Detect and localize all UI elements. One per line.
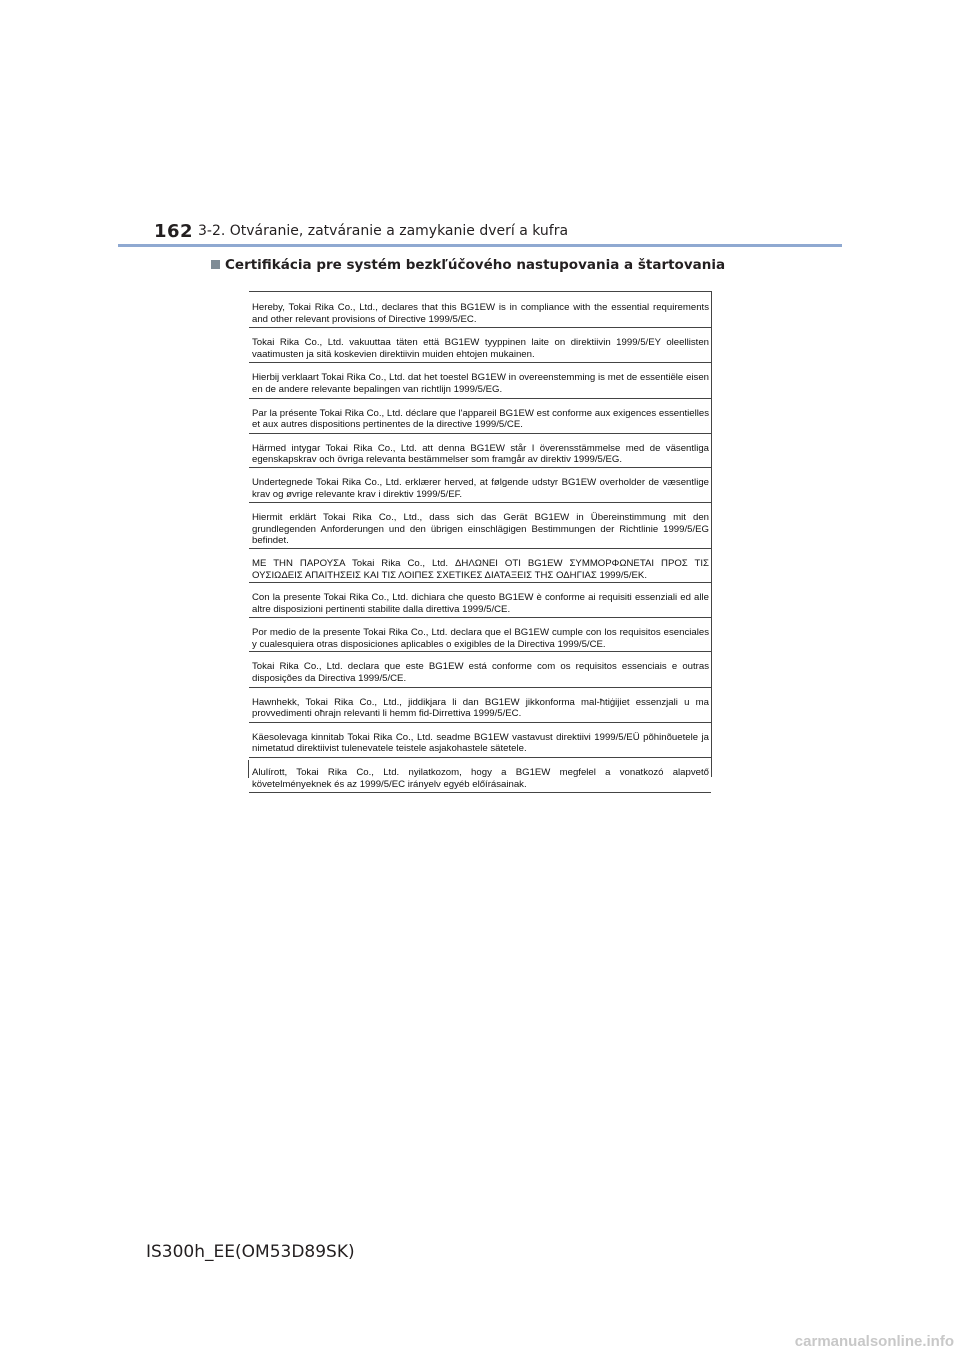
table-row: Hiermit erklärt Tokai Rika Co., Ltd., dass sich das Gerät BG1EW in Übereinstimmung mit den grundlegenden Anforderungen und den übrigen einschlägigen Bestimmungen der Richtlinie 1999/5/EG befindet.: [249, 503, 711, 549]
section-heading: [211, 257, 725, 273]
table-row: Käesolevaga kinnitab Tokai Rika Co., Ltd. seadme BG1EW vastavust direktiivi 1999/5/EÜ põhinõuetele ja nimetatud direktiivist tulenevatele teistele asjakohastele sätetele.: [249, 723, 711, 758]
table-row: ΜΕ ΤΗΝ ΠΑΡΟΥΣΑ Tokai Rika Co., Ltd. ΔΗΛΩΝΕΙ ΟΤΙ BG1EW ΣΥΜΜΟΡΦΩΝΕΤΑΙ ΠΡΟΣ ΤΙΣ ΟΥΣΙΩΔΕΙΣ ΑΠΑΙΤΗΣΕΙΣ ΚΑΙ ΤΙΣ ΛΟΙΠΕΣ ΣΧΕΤΙΚΕΣ ΔΙΑΤΑΞΕΙΣ ΤΗΣ ΟΔΗΓΙΑΣ 1999/5/ΕΚ.: [249, 549, 711, 583]
certification-table: [249, 291, 711, 793]
table-row: Hawnhekk, Tokai Rika Co., Ltd., jiddikjara li dan BG1EW jikkonforma mal-ħtiġijiet essenzjali u ma provvedimenti oħrajn relevanti li hemm fid-Dirrettiva 1999/5/EC.: [249, 688, 711, 723]
table-row: Alulírott, Tokai Rika Co., Ltd. nyilatkozom, hogy a BG1EW megfelel a vonatkozó alapvető követelményeknek és az 1999/5/EC irányelv egyéb előírásainak.: [249, 758, 711, 793]
chapter-title: 3-2. Otváranie, zatváranie a zamykanie dverí a kufra: [198, 223, 569, 239]
model-code: IS300h_EE(OM53D89SK): [146, 1242, 355, 1262]
table-row: Tokai Rika Co., Ltd. declara que este BG1EW está conforme com os requisitos essenciais e outras disposições da Directiva 1999/5/CE.: [249, 652, 711, 687]
table-row: Por medio de la presente Tokai Rika Co., Ltd. declara que el BG1EW cumple con los requisitos esenciales y cualesquiera otras disposiciones aplicables o exigibles de la Directiva 1999/5/CE.: [249, 618, 711, 652]
table-row: Con la presente Tokai Rika Co., Ltd. dichiara che questo BG1EW è conforme ai requisiti essenziali ed alle altre disposizioni pertinenti stabilite dalla direttiva 1999/5/CE.: [249, 583, 711, 618]
table-right-border: [711, 291, 712, 777]
header-rule: [118, 244, 842, 247]
table-row: Tokai Rika Co., Ltd. vakuuttaa täten että BG1EW tyyppinen laite on direktiivin 1999/5/EY oleellisten vaatimusten ja sitä koskevien direktiivin muiden ehtojen mukainen.: [249, 328, 711, 363]
table-row: Härmed intygar Tokai Rika Co., Ltd. att denna BG1EW står I överensstämmelse med de väsentliga egenskapskrav och övriga relevanta bestämmelser som framgår av direktiv 1999/5/EG.: [249, 434, 711, 468]
page-number: 162: [154, 221, 194, 242]
table-row: Hierbij verklaart Tokai Rika Co., Ltd. dat het toestel BG1EW in overeenstemming is met de essentiële eisen en de andere relevante bepalingen van richtlijn 1999/5/EG.: [249, 363, 711, 398]
section-heading-text: Certifikácia pre systém bezkľúčového nastupovania a štartovania: [225, 257, 726, 273]
square-bullet-icon: [211, 260, 220, 269]
table-row: Undertegnede Tokai Rika Co., Ltd. erklærer herved, at følgende udstyr BG1EW overholder de væsentlige krav og øvrige relevante krav i direktiv 1999/5/EF.: [249, 468, 711, 503]
watermark: carmanualsonline.info: [794, 1333, 954, 1350]
table-row: Hereby, Tokai Rika Co., Ltd., declares that this BG1EW is in compliance with the essential requirements and other relevant provisions of Directive 1999/5/EC.: [249, 292, 711, 328]
table-row: Par la présente Tokai Rika Co., Ltd. déclare que l'appareil BG1EW est conforme aux exigences essentielles et aux autres dispositions pertinentes de la directive 1999/5/CE.: [249, 399, 711, 434]
